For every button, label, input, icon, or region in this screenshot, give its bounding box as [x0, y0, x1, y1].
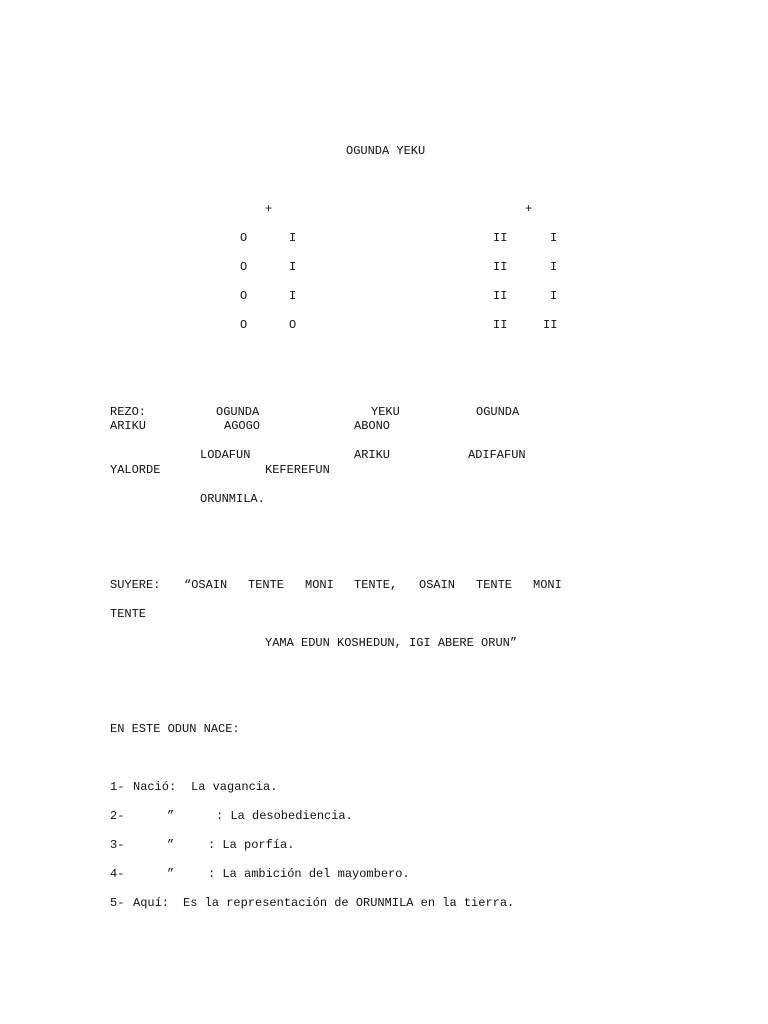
item-number: 3- — [110, 838, 125, 852]
sign-left-mark: O — [240, 231, 248, 245]
suyere-word: TENTE, — [354, 578, 398, 592]
suyere-word: MONI — [533, 578, 562, 592]
sign-left-mark: O — [240, 289, 248, 303]
rezo-label: REZO: — [110, 405, 147, 419]
rezo-word: YALORDE — [110, 463, 161, 477]
sign-left-mark: I — [289, 260, 297, 274]
sign-right-mark: II — [493, 231, 508, 245]
item-label: Aquí: — [133, 896, 170, 910]
sign-right-mark: II — [493, 289, 508, 303]
sign-right-mark: I — [550, 289, 558, 303]
sign-left-mark: O — [240, 260, 248, 274]
sign-right-mark: I — [550, 231, 558, 245]
rezo-word: KEFEREFUN — [265, 463, 330, 477]
rezo-word: ORUNMILA. — [200, 492, 265, 506]
item-label: Nació: — [133, 780, 177, 794]
nace-heading: EN ESTE ODUN NACE: — [110, 722, 240, 736]
rezo-word: ARIKU — [110, 419, 147, 433]
suyere-word: TENTE — [248, 578, 285, 592]
sign-right-plus: + — [525, 202, 533, 216]
item-text: Es la representación de ORUNMILA en la tierra. — [183, 896, 515, 910]
rezo-word: YEKU — [371, 405, 400, 419]
sign-left-mark: O — [289, 318, 297, 332]
item-label: ” — [167, 809, 175, 823]
rezo-word: ARIKU — [354, 448, 391, 462]
item-number: 4- — [110, 867, 125, 881]
item-text: : La desobediencia. — [216, 809, 353, 823]
suyere-word: “OSAIN — [184, 578, 228, 592]
suyere-label: SUYERE: — [110, 578, 161, 592]
sign-right-mark: II — [493, 260, 508, 274]
suyere-word: TENTE — [476, 578, 513, 592]
rezo-word: ADIFAFUN — [468, 448, 526, 462]
item-text: : La ambición del mayombero. — [208, 867, 410, 881]
rezo-word: OGUNDA — [476, 405, 520, 419]
item-number: 1- — [110, 780, 125, 794]
sign-right-mark: II — [493, 318, 508, 332]
sign-right-mark: I — [550, 260, 558, 274]
suyere-word: OSAIN — [419, 578, 456, 592]
item-text: La vagancia. — [191, 780, 278, 794]
suyere-word: YAMA EDUN KOSHEDUN, IGI ABERE ORUN” — [265, 636, 518, 650]
sign-left-mark: I — [289, 289, 297, 303]
item-number: 2- — [110, 809, 125, 823]
rezo-word: LODAFUN — [200, 448, 251, 462]
sign-left-mark: I — [289, 231, 297, 245]
sign-left-mark: O — [240, 318, 248, 332]
item-text: : La porfía. — [208, 838, 295, 852]
rezo-word: OGUNDA — [216, 405, 260, 419]
page-title: OGUNDA YEKU — [346, 144, 426, 158]
sign-right-mark: II — [543, 318, 558, 332]
item-label: ” — [167, 867, 175, 881]
suyere-word: TENTE — [110, 607, 147, 621]
item-number: 5- — [110, 896, 125, 910]
rezo-word: ABONO — [354, 419, 391, 433]
item-label: ” — [167, 838, 175, 852]
sign-left-plus: + — [265, 202, 273, 216]
suyere-word: MONI — [305, 578, 334, 592]
rezo-word: AGOGO — [224, 419, 261, 433]
